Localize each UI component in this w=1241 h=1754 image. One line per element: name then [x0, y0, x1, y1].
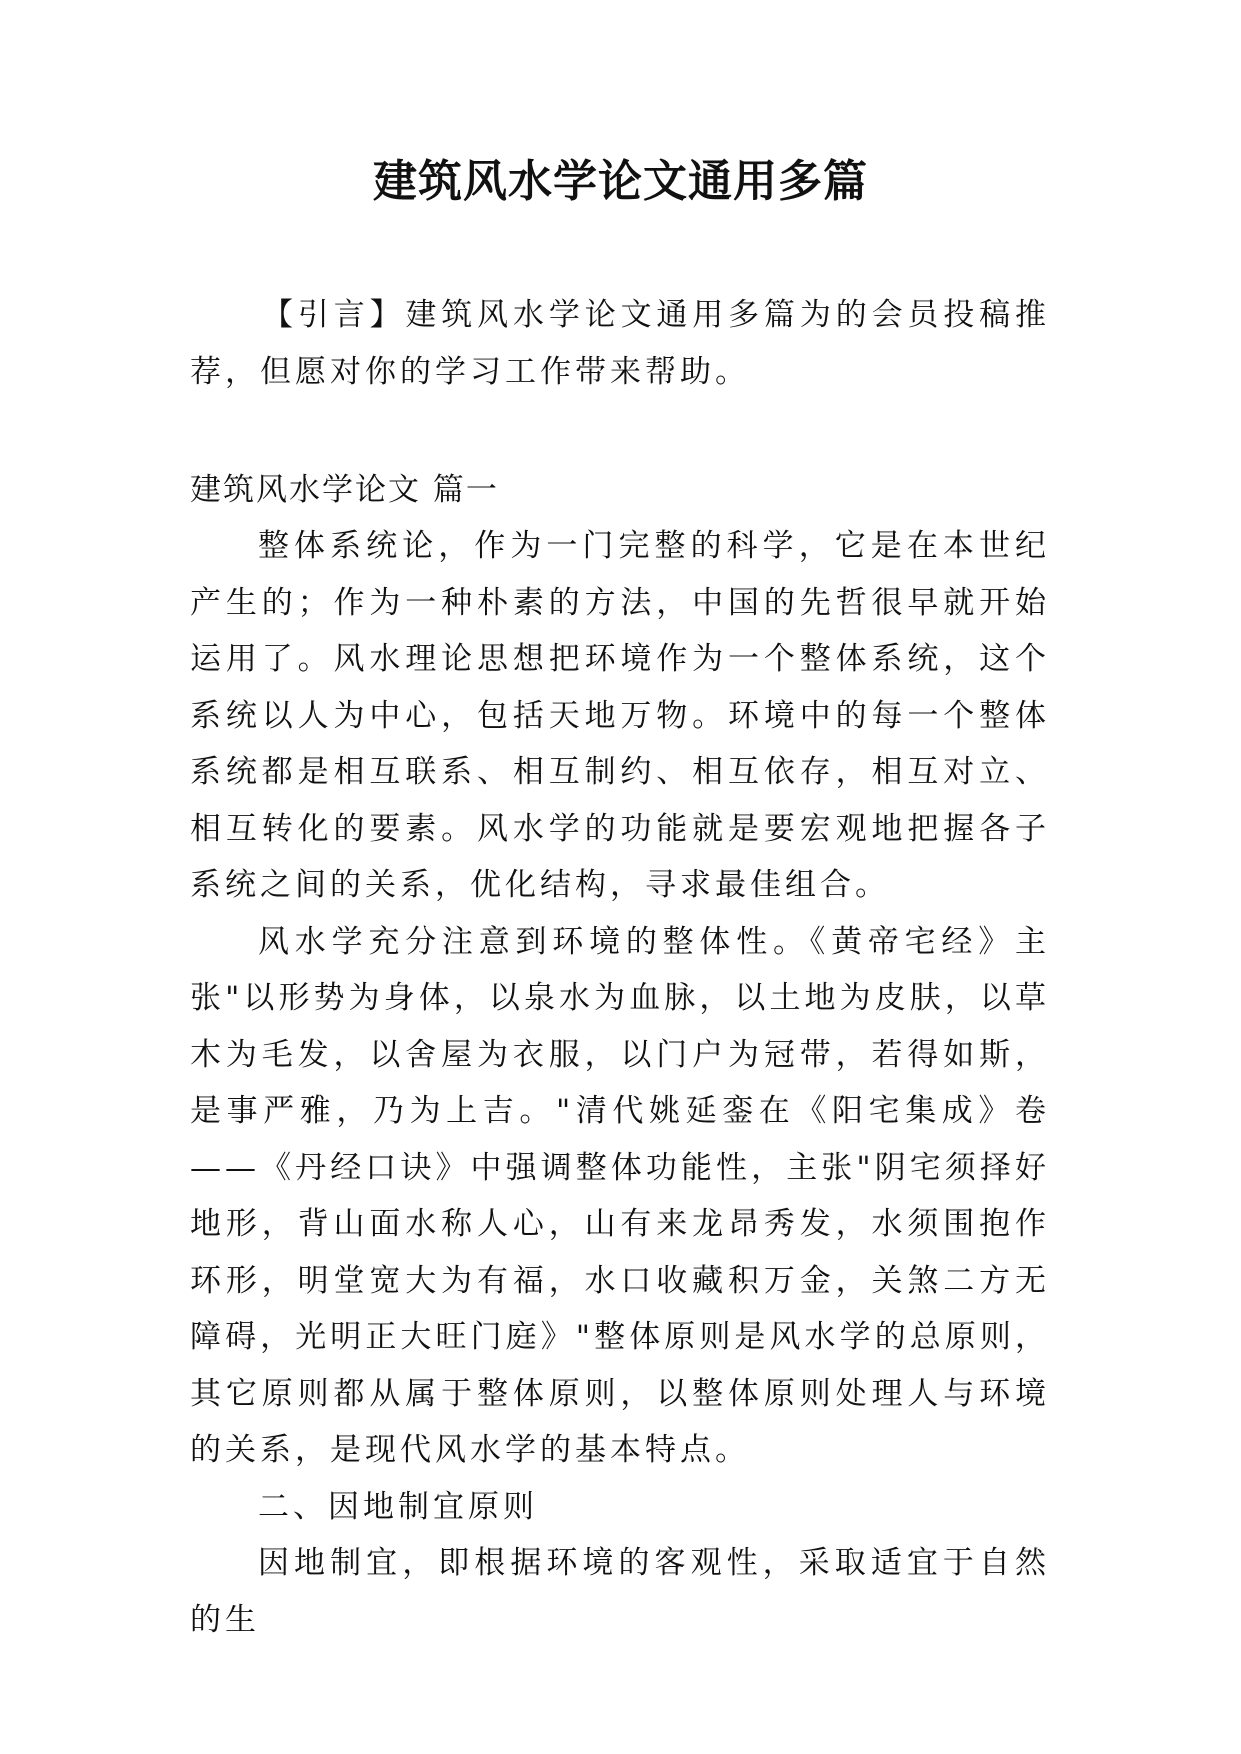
main-body	[190, 518, 1050, 1648]
intro-paragraph: 【引言】建筑风水学论文通用多篇为的会员投稿推荐，但愿对你的学习工作带来帮助。	[190, 297, 1050, 390]
document-title: 建筑风水学论文通用多篇	[373, 156, 868, 207]
body-paragraph: 因地制宜，即根据环境的客观性，采取适宜于自然的生	[190, 1545, 1050, 1638]
body-paragraph: 风水学充分注意到环境的整体性。《黄帝宅经》主张"以形势为身体，以泉水为血脉，以土地为皮肤，以草木为毛发，以舍屋为衣服，以门户为冠带，若得如斯，是事严雅，乃为上吉。"清代姚延銮在《阳宅集成》卷——《丹经口诀》中强调整体功能性，主张"阴宅须择好地形，背山面水称人心，山有来龙昂秀发，水须围抱作环形，明堂宽大为有福，水口收藏积万金，关煞二方无障碍，光明正大旺门庭》"整体原则是风水学的总原则，其它原则都从属于整体原则，以整体原则处理人与环境的关系，是现代风水学的基本特点。	[190, 923, 1050, 1468]
sub-heading: 二、因地制宜原则	[258, 1488, 538, 1525]
body-paragraph: 整体系统论，作为一门完整的科学，它是在本世纪产生的；作为一种朴素的方法，中国的先哲很早就开始运用了。风水理论思想把环境作为一个整体系统，这个系统以人为中心，包括天地万物。环境中的每一个整体系统都是相互联系、相互制约、相互依存，相互对立、相互转化的要素。风水学的功能就是要宏观地把握各子系统之间的关系，优化结构，寻求最佳组合。	[190, 528, 1050, 903]
section-heading: 建筑风水学论文 篇一	[190, 472, 499, 508]
